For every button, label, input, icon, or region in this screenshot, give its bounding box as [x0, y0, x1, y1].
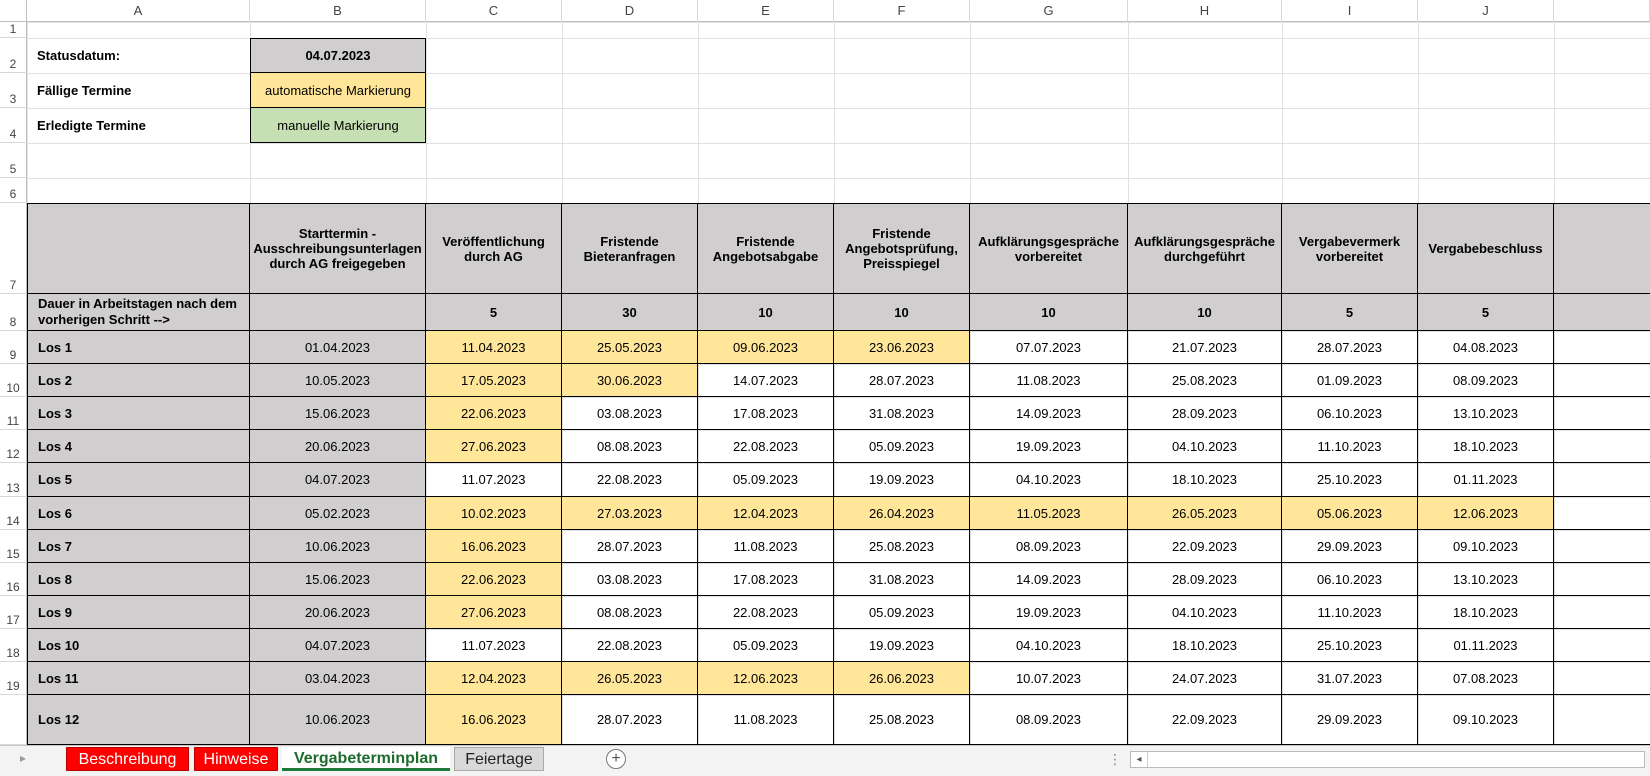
lot-date[interactable]: 08.09.2023 [970, 695, 1128, 745]
column-header-g[interactable]: G [970, 0, 1128, 22]
lot-date-partial[interactable] [1554, 497, 1650, 530]
duration-value[interactable]: 10 [698, 294, 834, 331]
lot-date[interactable]: 30.06.2023 [562, 364, 698, 397]
column-header-a[interactable]: A [27, 0, 250, 22]
lot-date[interactable]: 28.09.2023 [1128, 397, 1282, 430]
duration-value[interactable]: 5 [1282, 294, 1418, 331]
row-number: 3 [9, 92, 17, 106]
lot-date[interactable]: 18.10.2023 [1418, 430, 1554, 463]
row-number: 5 [9, 162, 17, 176]
lot-date[interactable]: 31.08.2023 [834, 397, 970, 430]
lot-date[interactable]: 29.09.2023 [1282, 530, 1418, 563]
lot-date[interactable]: 08.09.2023 [970, 530, 1128, 563]
row-header[interactable] [0, 497, 27, 530]
row-number: 16 [6, 580, 20, 594]
lot-date[interactable]: 28.07.2023 [562, 530, 698, 563]
row-header[interactable] [0, 629, 27, 662]
row-number: 4 [9, 127, 17, 141]
add-sheet-button[interactable]: + [606, 749, 626, 769]
lot-date[interactable]: 05.09.2023 [834, 596, 970, 629]
lot-date[interactable]: 31.08.2023 [834, 563, 970, 596]
lot-name[interactable]: Los 11 [27, 662, 250, 695]
row-header[interactable] [0, 662, 27, 695]
row-number: 1 [9, 22, 17, 36]
lot-date[interactable]: 10.02.2023 [426, 497, 562, 530]
row-header[interactable] [0, 38, 27, 73]
lot-date[interactable]: 05.09.2023 [698, 629, 834, 662]
lot-date[interactable]: 03.04.2023 [250, 662, 426, 695]
lot-name[interactable]: Los 5 [27, 463, 250, 497]
lot-date[interactable]: 08.08.2023 [562, 430, 698, 463]
lot-date[interactable]: 22.08.2023 [698, 596, 834, 629]
row-header-partial[interactable] [0, 695, 27, 745]
horizontal-scrollbar[interactable] [1130, 751, 1645, 768]
lot-date[interactable]: 01.11.2023 [1418, 629, 1554, 662]
lot-date[interactable]: 29.09.2023 [1282, 695, 1418, 745]
row-number: 8 [9, 315, 17, 329]
lot-date[interactable]: 04.10.2023 [970, 629, 1128, 662]
lot-date[interactable]: 11.08.2023 [970, 364, 1128, 397]
lot-date[interactable]: 01.04.2023 [250, 331, 426, 364]
gridline-horizontal [27, 22, 1650, 23]
lot-date[interactable]: 20.06.2023 [250, 596, 426, 629]
row-number: 9 [9, 348, 17, 362]
lot-date[interactable]: 11.08.2023 [698, 530, 834, 563]
duration-value[interactable]: 10 [1128, 294, 1282, 331]
lot-date[interactable]: 05.09.2023 [834, 430, 970, 463]
lot-date[interactable]: 19.09.2023 [970, 596, 1128, 629]
duration-value[interactable] [250, 294, 426, 331]
column-header-j[interactable]: J [1418, 0, 1554, 22]
lot-date[interactable]: 12.06.2023 [1418, 497, 1554, 530]
row-header[interactable] [0, 108, 27, 143]
row-header[interactable] [0, 22, 27, 38]
lot-date[interactable]: 17.05.2023 [426, 364, 562, 397]
lot-date-partial[interactable] [1554, 530, 1650, 563]
lot-date[interactable]: 25.08.2023 [834, 695, 970, 745]
lot-date[interactable]: 10.05.2023 [250, 364, 426, 397]
lot-date[interactable]: 04.08.2023 [1418, 331, 1554, 364]
duration-value[interactable]: 10 [834, 294, 970, 331]
lot-date-partial[interactable] [1554, 364, 1650, 397]
sheet-tab-vergabeterminplan[interactable]: Vergabeterminplan [282, 747, 450, 771]
due-dates-marker[interactable]: automatische Markierung [250, 73, 426, 108]
lot-date-partial[interactable] [1554, 662, 1650, 695]
lot-date[interactable]: 16.06.2023 [426, 695, 562, 745]
lot-date[interactable]: 11.05.2023 [970, 497, 1128, 530]
sheet-tab-bar [0, 745, 1650, 776]
lot-date[interactable]: 01.09.2023 [1282, 364, 1418, 397]
table-column-header[interactable]: Vergabevermerk vorbereitet [1282, 203, 1418, 294]
column-header-h[interactable]: H [1128, 0, 1282, 22]
row-header[interactable] [0, 294, 27, 331]
lot-date[interactable]: 04.10.2023 [1128, 596, 1282, 629]
lot-date[interactable]: 14.09.2023 [970, 563, 1128, 596]
lot-date[interactable]: 11.10.2023 [1282, 430, 1418, 463]
lot-name[interactable]: Los 3 [27, 397, 250, 430]
lot-date[interactable]: 10.07.2023 [970, 662, 1128, 695]
column-header-i[interactable]: I [1282, 0, 1418, 22]
lot-date[interactable]: 13.10.2023 [1418, 563, 1554, 596]
lot-date[interactable]: 27.03.2023 [562, 497, 698, 530]
duration-value[interactable]: 30 [562, 294, 698, 331]
row-number: 7 [9, 278, 17, 292]
gridline-horizontal [27, 178, 1650, 179]
lot-date[interactable]: 16.06.2023 [426, 530, 562, 563]
row-number: 17 [6, 613, 20, 627]
lot-date[interactable]: 04.07.2023 [250, 629, 426, 662]
lot-date[interactable]: 27.06.2023 [426, 596, 562, 629]
lot-date[interactable]: 09.10.2023 [1418, 695, 1554, 745]
lot-date[interactable]: 11.07.2023 [426, 629, 562, 662]
row-header[interactable] [0, 364, 27, 397]
lot-date[interactable]: 20.06.2023 [250, 430, 426, 463]
table-column-header[interactable]: Fristende Angebotsprüfung, Preisspiegel [834, 203, 970, 294]
lot-date[interactable]: 15.06.2023 [250, 563, 426, 596]
lot-date[interactable]: 17.08.2023 [698, 563, 834, 596]
lot-date[interactable]: 05.06.2023 [1282, 497, 1418, 530]
lot-date[interactable]: 18.10.2023 [1418, 596, 1554, 629]
lot-date-partial[interactable] [1554, 563, 1650, 596]
row-header[interactable] [0, 563, 27, 596]
status-date-label[interactable]: Statusdatum: [37, 48, 121, 63]
row-header[interactable] [0, 73, 27, 108]
lot-date[interactable]: 25.08.2023 [1128, 364, 1282, 397]
lot-date[interactable]: 25.10.2023 [1282, 629, 1418, 662]
lot-date[interactable]: 15.06.2023 [250, 397, 426, 430]
lot-date[interactable]: 18.10.2023 [1128, 629, 1282, 662]
lot-date[interactable]: 03.08.2023 [562, 397, 698, 430]
done-dates-marker[interactable]: manuelle Markierung [250, 108, 426, 143]
lot-date-partial[interactable] [1554, 629, 1650, 662]
sheet-tab-hinweise[interactable]: Hinweise [194, 747, 278, 771]
lot-date[interactable]: 12.04.2023 [698, 497, 834, 530]
lot-name[interactable]: Los 12 [27, 695, 250, 745]
row-header[interactable] [0, 397, 27, 430]
duration-value[interactable]: 5 [1418, 294, 1554, 331]
lot-date[interactable]: 14.07.2023 [698, 364, 834, 397]
lot-date-partial[interactable] [1554, 430, 1650, 463]
lot-date[interactable]: 26.05.2023 [1128, 497, 1282, 530]
column-header-b[interactable]: B [250, 0, 426, 22]
column-header-e[interactable]: E [698, 0, 834, 22]
lot-name[interactable]: Los 6 [27, 497, 250, 530]
lot-date[interactable]: 25.05.2023 [562, 331, 698, 364]
lot-date[interactable]: 19.09.2023 [970, 430, 1128, 463]
row-number: 10 [6, 381, 20, 395]
duration-label[interactable]: Dauer in Arbeitstagen nach dem vorherigen Schritt --> [27, 294, 250, 331]
lot-date[interactable]: 22.06.2023 [426, 397, 562, 430]
lot-date[interactable]: 26.04.2023 [834, 497, 970, 530]
lot-date-partial[interactable] [1554, 331, 1650, 364]
table-column-header[interactable]: Vergabebeschluss [1418, 203, 1554, 294]
column-header-f[interactable]: F [834, 0, 970, 22]
row-header[interactable] [0, 143, 27, 178]
row-header[interactable] [0, 178, 27, 203]
lot-date[interactable]: 08.08.2023 [562, 596, 698, 629]
lot-name[interactable]: Los 9 [27, 596, 250, 629]
lot-date[interactable]: 05.02.2023 [250, 497, 426, 530]
lot-date[interactable]: 04.07.2023 [250, 463, 426, 497]
duration-value[interactable]: 10 [970, 294, 1128, 331]
lot-date[interactable]: 28.07.2023 [834, 364, 970, 397]
lot-name[interactable]: Los 8 [27, 563, 250, 596]
select-all-corner[interactable] [0, 0, 27, 22]
lot-date[interactable]: 19.09.2023 [834, 463, 970, 497]
lot-date[interactable]: 28.07.2023 [1282, 331, 1418, 364]
table-column-header[interactable]: Fristende Angebotsabgabe [698, 203, 834, 294]
row-number: 6 [9, 187, 17, 201]
duration-value[interactable]: 5 [426, 294, 562, 331]
lot-date[interactable]: 12.06.2023 [698, 662, 834, 695]
lot-date[interactable]: 04.10.2023 [970, 463, 1128, 497]
lot-date[interactable]: 22.06.2023 [426, 563, 562, 596]
lot-date[interactable]: 28.09.2023 [1128, 563, 1282, 596]
lot-date[interactable]: 22.09.2023 [1128, 695, 1282, 745]
duration-value-partial[interactable] [1554, 294, 1650, 331]
lot-name[interactable]: Los 10 [27, 629, 250, 662]
lot-date[interactable]: 19.09.2023 [834, 629, 970, 662]
row-header[interactable] [0, 530, 27, 563]
lot-date[interactable]: 09.06.2023 [698, 331, 834, 364]
lot-date[interactable]: 07.08.2023 [1418, 662, 1554, 695]
tab-scroll-left-icon[interactable]: ▸ [20, 751, 27, 765]
table-column-header[interactable]: Starttermin - Ausschreibungsunterlagen durch AG freigegeben [250, 203, 426, 294]
sheet-tab-beschreibung[interactable]: Beschreibung [66, 747, 189, 771]
done-dates-label[interactable]: Erledigte Termine [37, 118, 146, 133]
row-number: 18 [6, 646, 20, 660]
lot-date[interactable]: 14.09.2023 [970, 397, 1128, 430]
row-header[interactable] [0, 331, 27, 364]
row-header[interactable] [0, 463, 27, 497]
row-number: 19 [6, 679, 20, 693]
lot-date[interactable]: 10.06.2023 [250, 695, 426, 745]
scroll-left-arrow-icon[interactable]: ◂ [1131, 752, 1148, 767]
lot-date[interactable]: 25.08.2023 [834, 530, 970, 563]
lot-date[interactable]: 22.08.2023 [698, 430, 834, 463]
row-header[interactable] [0, 203, 27, 294]
splitter-dots-icon[interactable]: ⋮ [1108, 751, 1122, 767]
lot-date[interactable]: 06.10.2023 [1282, 397, 1418, 430]
lot-date[interactable]: 22.08.2023 [562, 463, 698, 497]
table-column-header[interactable] [27, 203, 250, 294]
lot-date[interactable]: 11.08.2023 [698, 695, 834, 745]
lot-date[interactable]: 23.06.2023 [834, 331, 970, 364]
column-header-c[interactable]: C [426, 0, 562, 22]
lot-date[interactable]: 12.04.2023 [426, 662, 562, 695]
table-column-header[interactable]: Aufklärungsgespräche durchgeführt [1128, 203, 1282, 294]
lot-date[interactable]: 01.11.2023 [1418, 463, 1554, 497]
row-number: 14 [6, 514, 20, 528]
lot-date[interactable]: 25.10.2023 [1282, 463, 1418, 497]
lot-name[interactable]: Los 4 [27, 430, 250, 463]
gridline-horizontal [27, 143, 1650, 144]
lot-date[interactable]: 26.05.2023 [562, 662, 698, 695]
row-header[interactable] [0, 430, 27, 463]
sheet-tab-feiertage[interactable]: Feiertage [454, 747, 544, 771]
status-date-value[interactable]: 04.07.2023 [250, 38, 426, 73]
row-number: 12 [6, 447, 20, 461]
lot-date[interactable]: 11.04.2023 [426, 331, 562, 364]
table-column-header-partial[interactable] [1554, 203, 1650, 294]
table-column-header[interactable]: Fristende Bieteranfragen [562, 203, 698, 294]
lot-date[interactable]: 22.09.2023 [1128, 530, 1282, 563]
lot-date[interactable]: 26.06.2023 [834, 662, 970, 695]
row-number: 13 [6, 481, 20, 495]
lot-date-partial[interactable] [1554, 695, 1650, 745]
lot-date[interactable]: 08.09.2023 [1418, 364, 1554, 397]
lot-date-partial[interactable] [1554, 596, 1650, 629]
table-column-header[interactable]: Veröffentlichung durch AG [426, 203, 562, 294]
lot-date[interactable]: 21.07.2023 [1128, 331, 1282, 364]
lot-date[interactable]: 22.08.2023 [562, 629, 698, 662]
lot-date[interactable]: 04.10.2023 [1128, 430, 1282, 463]
lot-date[interactable]: 27.06.2023 [426, 430, 562, 463]
lot-date[interactable]: 13.10.2023 [1418, 397, 1554, 430]
lot-date[interactable]: 05.09.2023 [698, 463, 834, 497]
row-number: 2 [9, 57, 17, 71]
lot-date[interactable]: 10.06.2023 [250, 530, 426, 563]
lot-date[interactable]: 09.10.2023 [1418, 530, 1554, 563]
row-number: 11 [6, 414, 20, 428]
table-column-header[interactable]: Aufklärungsgespräche vorbereitet [970, 203, 1128, 294]
lot-name[interactable]: Los 7 [27, 530, 250, 563]
lot-date[interactable]: 18.10.2023 [1128, 463, 1282, 497]
column-header-d[interactable]: D [562, 0, 698, 22]
lot-date[interactable]: 07.07.2023 [970, 331, 1128, 364]
row-header[interactable] [0, 596, 27, 629]
lot-date[interactable]: 24.07.2023 [1128, 662, 1282, 695]
lot-date-partial[interactable] [1554, 397, 1650, 430]
lot-date-partial[interactable] [1554, 463, 1650, 497]
lot-date[interactable]: 17.08.2023 [698, 397, 834, 430]
lot-name[interactable]: Los 1 [27, 331, 250, 364]
lot-date[interactable]: 11.10.2023 [1282, 596, 1418, 629]
lot-name[interactable]: Los 2 [27, 364, 250, 397]
row-number: 15 [6, 547, 20, 561]
due-dates-label[interactable]: Fällige Termine [37, 83, 132, 98]
lot-date[interactable]: 03.08.2023 [562, 563, 698, 596]
lot-date[interactable]: 06.10.2023 [1282, 563, 1418, 596]
lot-date[interactable]: 31.07.2023 [1282, 662, 1418, 695]
lot-date[interactable]: 11.07.2023 [426, 463, 562, 497]
column-header-partial[interactable] [1554, 0, 1650, 22]
lot-date[interactable]: 28.07.2023 [562, 695, 698, 745]
